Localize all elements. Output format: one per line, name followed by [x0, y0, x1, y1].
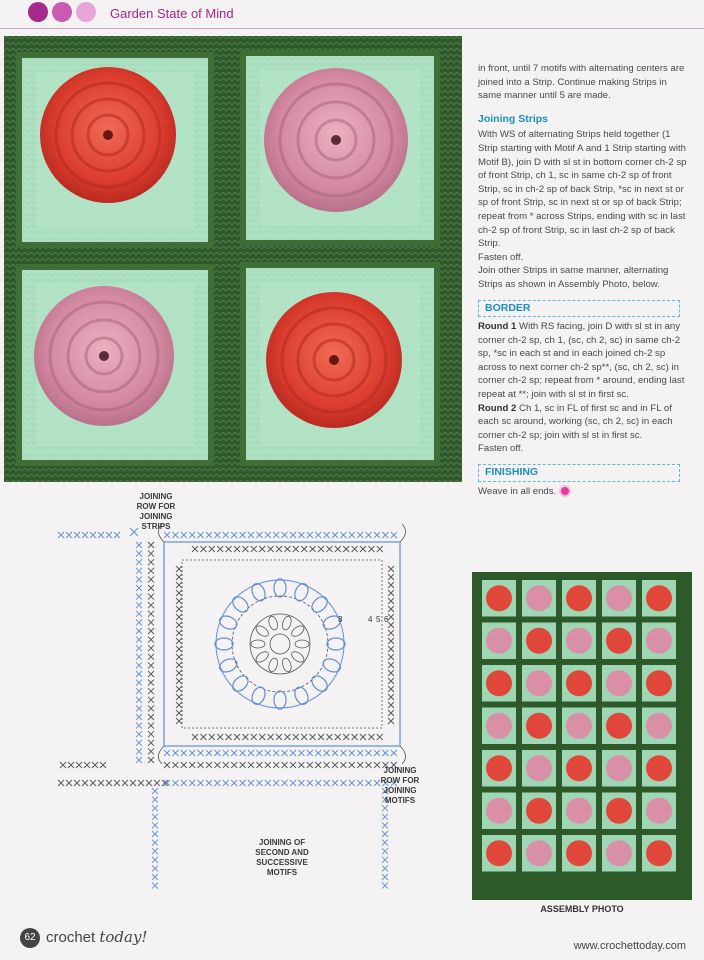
middle-square	[182, 560, 382, 728]
outer-square	[164, 542, 400, 746]
stitch-diagram	[52, 488, 422, 900]
flower-red-top-left	[40, 67, 176, 203]
running-title: Garden State of Mind	[110, 6, 234, 21]
header-rule	[0, 28, 704, 29]
finishing-paragraph	[478, 485, 692, 499]
assembly-caption: ASSEMBLY PHOTO	[540, 904, 624, 914]
flower-pink-top-right	[264, 68, 408, 212]
flower-pink-bottom-left	[34, 286, 174, 426]
round-number-5: 5	[376, 615, 381, 624]
continuation-paragraph: in front, until 7 motifs with alternating centers are joined into a Strip. Continue making Strips in same manner until 5 are made.	[478, 63, 685, 102]
round-number-4: 4	[368, 615, 373, 624]
center-rounds	[216, 580, 344, 708]
motifs-photo	[4, 36, 462, 482]
website-url: www.crochettoday.com	[573, 940, 686, 952]
inner-stitches	[251, 615, 309, 673]
joining-strips-heading: Joining Strips	[478, 112, 549, 125]
round-1-label: Round 1	[478, 321, 517, 333]
label-second-motifs: JOINING OF SECOND AND SUCCESSIVE MOTIFS	[255, 838, 309, 877]
dot-3	[76, 2, 96, 22]
dot-2	[52, 2, 72, 22]
fasten-off-2: Fasten off.	[478, 443, 524, 455]
fasten-off-1: Fasten off.	[478, 251, 524, 263]
label-joining-strips: JOINING ROW FOR JOINING STRIPS	[136, 492, 176, 531]
label-joining-motifs: JOINING ROW FOR JOINING MOTIFS	[380, 766, 420, 805]
brand-plain: crochet	[46, 929, 100, 946]
round-2-paragraph	[478, 402, 692, 443]
assembly-photo	[472, 572, 692, 900]
finishing-body: Weave in all ends.	[478, 485, 557, 497]
join-other-paragraph: Join other Strips in same manner, alternating Strips as shown in Assembly Photo, below.	[478, 265, 669, 290]
page-header	[0, 0, 704, 30]
page-number: 62	[20, 928, 40, 948]
end-mark-icon	[559, 485, 571, 497]
round-1-body: With RS facing, join D with sl st in any corner ch-2 sp, ch 1, (sc, ch 2, sc) in same ch-2 sp, *sc in each st and in each joined ch-2 sp across to next corner ch-2 sp**, (sc, ch 2, sc) in corner ch-2 sp; repeat from * around, ending last repeat at **; join with sl st in first sc.	[478, 321, 685, 401]
border-heading: BORDER	[478, 300, 680, 318]
dot-1	[28, 2, 48, 22]
magazine-brand	[46, 928, 147, 946]
joining-strips-body: With WS of alternating Strips held together (1 Strip starting with Motif A and 1 Strip starting with Motif B), join D with sl st in bottom corner ch-2 sp of front Strip, ch 1, sc in same ch-2 sp of front Strip, sc in ch-2 sp of back Strip, *sc in next st or sp of front Strip, sc in next st or sp of back Strip; repeat from * across Strips, ending with sc in last ch-2 sp of front Strip, sc in last ch-2 sp of back Strip.	[478, 129, 687, 250]
finishing-heading: FINISHING	[478, 464, 680, 482]
flower-red-bottom-right	[266, 292, 402, 428]
round-number-6: 6	[384, 615, 389, 624]
round-number-3: 3	[338, 615, 343, 624]
round-2-body: Ch 1, sc in FL of first sc and in FL of each sc around, working (sc, ch 2, sc) in each corner ch-2 sp; join with sl st in first sc.	[478, 402, 673, 441]
pattern-text	[478, 62, 692, 498]
round-1-paragraph	[478, 320, 692, 402]
header-dots	[28, 2, 96, 22]
round-2-label: Round 2	[478, 402, 517, 414]
brand-italic: today!	[99, 928, 148, 946]
